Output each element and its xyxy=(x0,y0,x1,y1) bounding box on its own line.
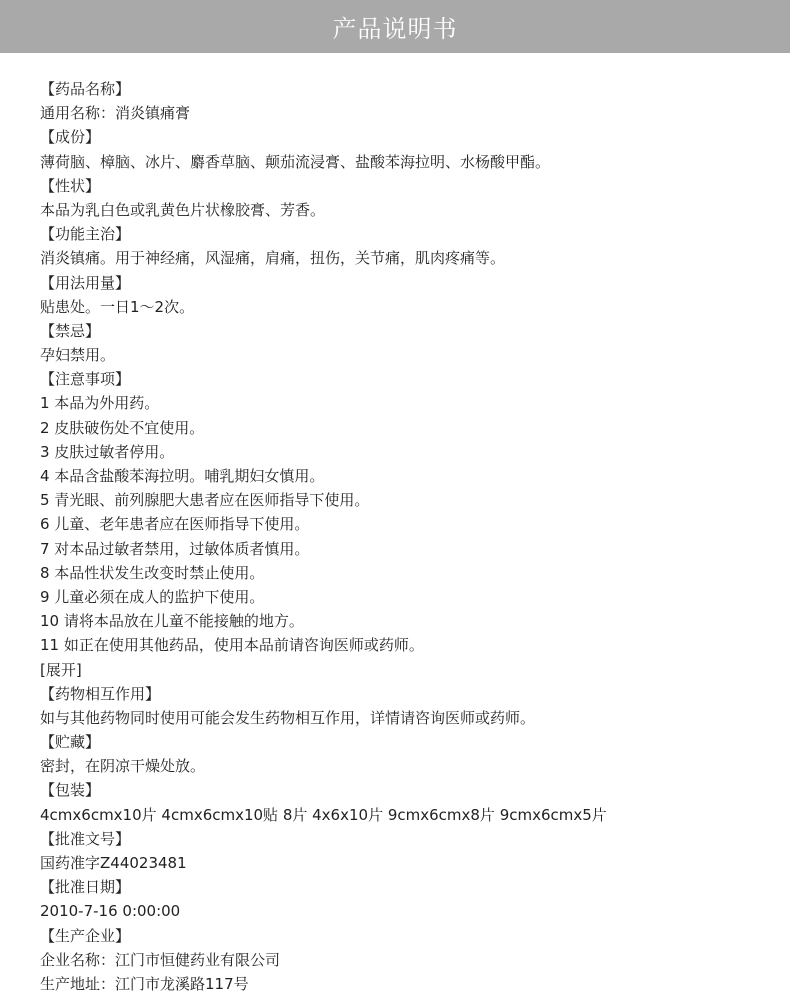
precaution-item: 7 对本品过敏者禁用，过敏体质者慎用。 xyxy=(40,539,310,558)
page-title: 产品说明书 xyxy=(332,15,458,43)
expand-link[interactable]: [展开] xyxy=(40,660,82,679)
precaution-item: 2 皮肤破伤处不宜使用。 xyxy=(40,418,205,437)
drug-name-heading: 【药品名称】 xyxy=(40,80,131,98)
precaution-item: 6 儿童、老年患者应在医师指导下使用。 xyxy=(40,515,310,534)
packaging-heading: 【包装】 xyxy=(40,781,101,800)
contraindications-text: 孕妇禁用。 xyxy=(40,346,116,365)
indications-heading: 【功能主治】 xyxy=(40,225,131,244)
leaflet-body xyxy=(40,77,780,996)
manufacturer-name: 企业名称：江门市恒健药业有限公司 xyxy=(40,950,281,969)
precaution-item: 8 本品性状发生改变时禁止使用。 xyxy=(40,563,265,582)
approval-number-text: 国药准字Z44023481 xyxy=(40,854,187,872)
ingredients-text: 薄荷脑、樟脑、冰片、麝香草脑、颠茄流浸膏、盐酸苯海拉明、水杨酸甲酯。 xyxy=(40,152,551,171)
manufacturer-heading: 【生产企业】 xyxy=(40,926,131,945)
interactions-heading: 【药物相互作用】 xyxy=(40,684,161,703)
properties-text: 本品为乳白色或乳黄色片状橡胶膏、芳香。 xyxy=(40,200,326,219)
precaution-item: 1 本品为外用药。 xyxy=(40,394,160,413)
storage-heading: 【贮藏】 xyxy=(40,733,101,752)
precaution-item: 10 请将本品放在儿童不能接触的地方。 xyxy=(40,612,304,631)
drug-name-text: 通用名称：消炎镇痛膏 xyxy=(40,104,191,123)
approval-date-heading: 【批准日期】 xyxy=(40,878,131,897)
precaution-item: 4 本品含盐酸苯海拉明。哺乳期妇女慎用。 xyxy=(40,467,325,485)
precaution-item: 9 儿童必须在成人的监护下使用。 xyxy=(40,587,265,606)
precaution-item: 11 如正在使用其他药品，使用本品前请咨询医师或药师。 xyxy=(40,636,424,655)
dosage-heading: 【用法用量】 xyxy=(40,273,131,292)
packaging-text: 4cmx6cmx10片 4cmx6cmx10贴 8片 4x6x10片 9cmx6cmx8片 9cmx6cmx5片 xyxy=(40,805,607,824)
contraindications-heading: 【禁忌】 xyxy=(40,321,101,340)
dosage-text: 贴患处。一日1～2次。 xyxy=(40,297,195,316)
manufacturer-address: 生产地址：江门市龙溪路117号 xyxy=(40,974,249,993)
approval-number-heading: 【批准文号】 xyxy=(40,829,131,848)
precautions-heading: 【注意事项】 xyxy=(40,370,131,389)
approval-date-text: 2010-7-16 0:00:00 xyxy=(40,902,181,921)
storage-text: 密封，在阴凉干燥处放。 xyxy=(40,757,206,776)
properties-heading: 【性状】 xyxy=(40,176,101,195)
precaution-item: 3 皮肤过敏者停用。 xyxy=(40,442,175,461)
header-bar xyxy=(0,0,790,53)
indications-text: 消炎镇痛。用于神经痛，风湿痛，肩痛，扭伤，关节痛，肌肉疼痛等。 xyxy=(40,249,506,268)
precaution-item: 5 青光眼、前列腺肥大患者应在医师指导下使用。 xyxy=(40,491,370,510)
interactions-text: 如与其他药物同时使用可能会发生药物相互作用，详情请咨询医师或药师。 xyxy=(40,708,536,727)
ingredients-heading: 【成份】 xyxy=(40,128,101,147)
